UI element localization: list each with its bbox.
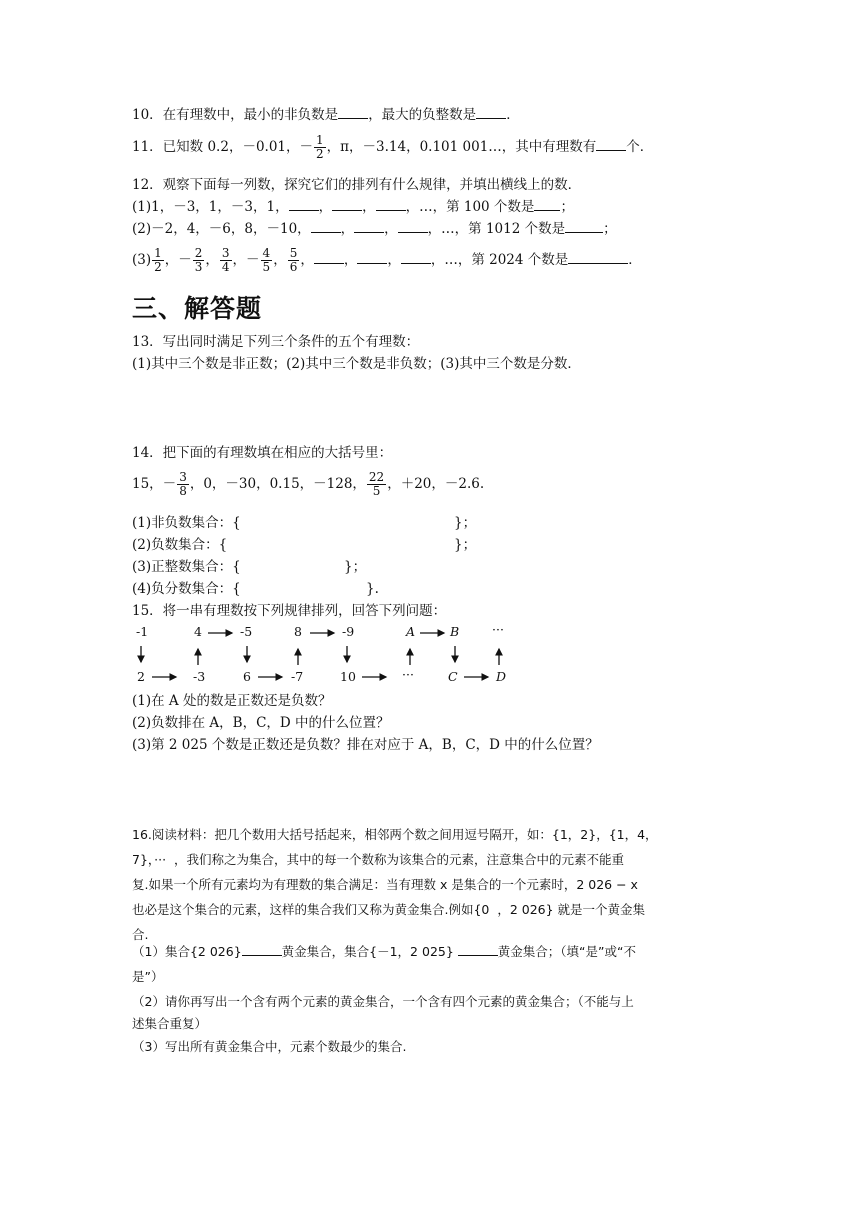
q16-line-3: 复.如果一个所有元素均为有理数的集合满足：当有理数 x 是集合的一个元素时，2 026 − x — [132, 877, 638, 892]
diagram-top-1: -1 — [136, 624, 149, 639]
q15-question-2: (2)负数排在 A，B，C，D 中的什么位置？ — [132, 715, 390, 731]
q10-text-b: ，最大的负整数是 — [368, 107, 477, 123]
q11-text-b: ，π，－3.14，0.101 001…，其中有理数有 — [326, 139, 597, 155]
q12-p2-blank-1[interactable] — [311, 220, 341, 233]
q14-set-negative-fraction — [132, 580, 379, 598]
q14-set-positive-integer — [132, 558, 367, 576]
fraction-numerator: 2 — [194, 246, 203, 260]
q16-p1-blank-2[interactable] — [458, 943, 498, 956]
q12-sep: ， — [384, 221, 398, 237]
diagram-bottom-ellipsis: ··· — [402, 667, 414, 682]
set-label: (1)非负数集合：{ — [132, 515, 241, 531]
q12-p2-text-b: ，…，第 1012 个数是 — [427, 221, 566, 237]
q11-line — [132, 134, 653, 161]
q12-p3-fraction — [261, 247, 273, 274]
q16-p1-b: 黄金集合，集合{－1，2 025} — [281, 944, 458, 959]
q16-part1 — [132, 943, 636, 961]
fraction-numerator: 4 — [262, 246, 271, 260]
q16-part2-cont: 述集合重复） — [132, 1016, 208, 1031]
fraction-numerator: 1 — [154, 246, 162, 260]
fraction-denominator: 2 — [154, 260, 162, 274]
q14-set-negative — [132, 536, 477, 554]
diagram-top-2: 4 — [194, 624, 202, 639]
q11-frac-num: 1 — [316, 133, 324, 147]
q12-p3-blank-2[interactable] — [357, 251, 387, 264]
q12-part3 — [132, 246, 642, 274]
diagram-top-A: A — [406, 624, 416, 639]
q12-part2 — [132, 220, 617, 238]
set-end: }. — [366, 581, 379, 597]
q12-p3-fraction — [193, 247, 205, 274]
q12-p1-blank-2[interactable] — [332, 198, 362, 211]
q14-numbers — [132, 470, 484, 498]
q14-numbers-c: ，＋20，－2.6. — [387, 476, 485, 492]
q13-conditions: (1)其中三个数是非正数；(2)其中三个数是非负数；(3)其中三个数是分数． — [132, 356, 581, 372]
q11-blank[interactable] — [596, 138, 626, 151]
q14-fraction-1 — [177, 471, 189, 498]
diagram-bottom-4: -7 — [291, 669, 304, 684]
q12-p3-fraction — [152, 247, 164, 274]
q12-p3-sign: ，－ — [232, 252, 260, 268]
q12-p3-sign: ， — [273, 252, 287, 268]
q10-blank-1[interactable] — [338, 106, 368, 119]
set-label: (3)正整数集合：{ — [132, 559, 241, 575]
q15-question-3: (3)第 2 025 个数是正数还是负数？排在对应于 A，B，C，D 中的什么位置？ — [132, 737, 599, 753]
q14-f1-den: 8 — [179, 484, 187, 498]
q12-p1-text-c: ； — [560, 199, 574, 215]
q12-sep: ， — [318, 199, 333, 215]
q12-sep: ， — [340, 221, 355, 237]
q12-sep: ， — [387, 252, 401, 268]
q11-fraction — [314, 134, 326, 161]
section-heading: 三、解答题 — [132, 294, 263, 323]
q12-p2-blank-4[interactable] — [565, 220, 603, 233]
q16-line-5: 合. — [132, 927, 149, 942]
diagram-top-ellipsis: ··· — [492, 622, 504, 637]
set-end: }； — [454, 515, 477, 531]
set-label: (4)负分数集合：{ — [132, 581, 241, 597]
q12-sep: ， — [300, 252, 314, 268]
q14-f2-den: 5 — [372, 484, 381, 498]
q16-line-2: 7}，··· ，我们称之为集合，其中的每一个数称为该集合的元素，注意集合中的元素不能重 — [132, 852, 625, 867]
diagram-bottom-1: 2 — [137, 669, 145, 684]
q14-numbers-a: 15，－ — [132, 476, 177, 492]
q12-p1-text-a: (1)1，－3，1，－3，1， — [132, 199, 289, 215]
q12-p1-blank-1[interactable] — [289, 198, 319, 211]
fraction-denominator: 3 — [194, 260, 203, 274]
q12-p1-blank-3[interactable] — [376, 198, 406, 211]
q10-blank-2[interactable] — [476, 106, 506, 119]
q11-text-c: 个． — [626, 139, 654, 155]
q14-f1-num: 3 — [179, 470, 187, 484]
q12-p1-blank-4[interactable] — [534, 198, 560, 211]
q12-p2-text-c: ； — [603, 221, 617, 237]
diagram-bottom-3: 6 — [243, 669, 251, 684]
fraction-denominator: 4 — [221, 260, 230, 274]
q10-text-c: ． — [506, 107, 520, 123]
set-label: (2)负数集合：{ — [132, 537, 228, 553]
fraction-denominator: 6 — [289, 260, 298, 274]
q12-p3-fraction-list — [151, 246, 300, 274]
q12-p2-blank-3[interactable] — [398, 220, 428, 233]
q15-stem: 15．将一串有理数按下列规律排列，回答下列问题： — [132, 603, 447, 619]
set-end: }； — [454, 537, 477, 553]
q12-p2-blank-2[interactable] — [354, 220, 384, 233]
q12-p3-text-c: ． — [628, 252, 642, 268]
q14-fraction-2 — [367, 471, 386, 498]
diagram-bottom-2: -3 — [193, 669, 206, 684]
diagram-top-5: -9 — [342, 624, 355, 639]
set-end: }； — [344, 559, 367, 575]
q12-p3-text-b: ，…，第 2024 个数是 — [430, 252, 569, 268]
q12-stem: 12．观察下面每一列数，探究它们的排列有什么规律，并填出横线上的数． — [132, 177, 582, 193]
q11-frac-den: 2 — [316, 147, 324, 161]
q10-line — [132, 106, 520, 124]
diagram-bottom-5: 10 — [340, 669, 356, 684]
q12-sep: ， — [362, 199, 376, 215]
q16-part1-cont: 是”） — [132, 969, 164, 984]
q16-line-4: 也必是这个集合的元素，这样的集合我们又称为黄金集合.例如{0 ，2 026} 就是一个黄金集 — [132, 902, 646, 917]
q12-p2-text-a: (2)－2，4，－6，8，－10， — [132, 221, 311, 237]
q12-p3-blank-3[interactable] — [401, 251, 431, 264]
q16-part3: （3）写出所有黄金集合中，元素个数最少的集合. — [132, 1039, 407, 1054]
q12-p3-sign: ，－ — [164, 252, 192, 268]
q12-p3-fraction — [220, 247, 232, 274]
q11-text-a: 11．已知数 0.2，－0.01，－ — [132, 139, 313, 155]
q12-p3-blank-4[interactable] — [568, 251, 628, 264]
q14-stem: 14．把下面的有理数填在相应的大括号里： — [132, 445, 393, 461]
q14-numbers-b: ，0，－30，0.15，－128， — [189, 476, 366, 492]
q16-p1-c: 黄金集合；（填“是”或“不 — [497, 944, 636, 959]
fraction-denominator: 5 — [262, 260, 271, 274]
q12-p1-text-b: ，…，第 100 个数是 — [405, 199, 535, 215]
q12-p3-fraction — [288, 247, 300, 274]
diagram-top-B: B — [450, 624, 460, 639]
q14-f2-num: 22 — [368, 470, 385, 484]
q12-p3-blank-1[interactable] — [314, 251, 344, 264]
q12-p3-sign: ， — [205, 252, 219, 268]
fraction-numerator: 3 — [221, 246, 230, 260]
q16-line-1: 16.阅读材料：把几个数用大括号括起来，相邻两个数之间用逗号隔开，如：{1，2}，{1，4， — [132, 827, 658, 842]
diagram-bottom-C: C — [448, 669, 458, 684]
q12-part1 — [132, 198, 574, 216]
q10-text-a: 10．在有理数中，最小的非负数是 — [132, 107, 339, 123]
fraction-numerator: 5 — [289, 246, 298, 260]
q14-set-nonnegative — [132, 514, 477, 532]
diagram-top-4: 8 — [294, 624, 302, 639]
diagram-bottom-D: D — [496, 669, 507, 684]
q13-stem: 13．写出同时满足下列三个条件的五个有理数： — [132, 334, 420, 350]
q16-p1-a: （1）集合{2 026} — [132, 944, 242, 959]
q16-p1-blank-1[interactable] — [242, 943, 282, 956]
diagram-top-3: -5 — [240, 624, 253, 639]
q16-part2: （2）请你再写出一个含有两个元素的黄金集合，一个含有四个元素的黄金集合；（不能与上 — [132, 994, 634, 1009]
q12-p3-prefix: (3) — [132, 252, 152, 268]
q15-question-1: (1)在 A 处的数是正数还是负数？ — [132, 693, 332, 709]
q12-sep: ， — [343, 252, 358, 268]
